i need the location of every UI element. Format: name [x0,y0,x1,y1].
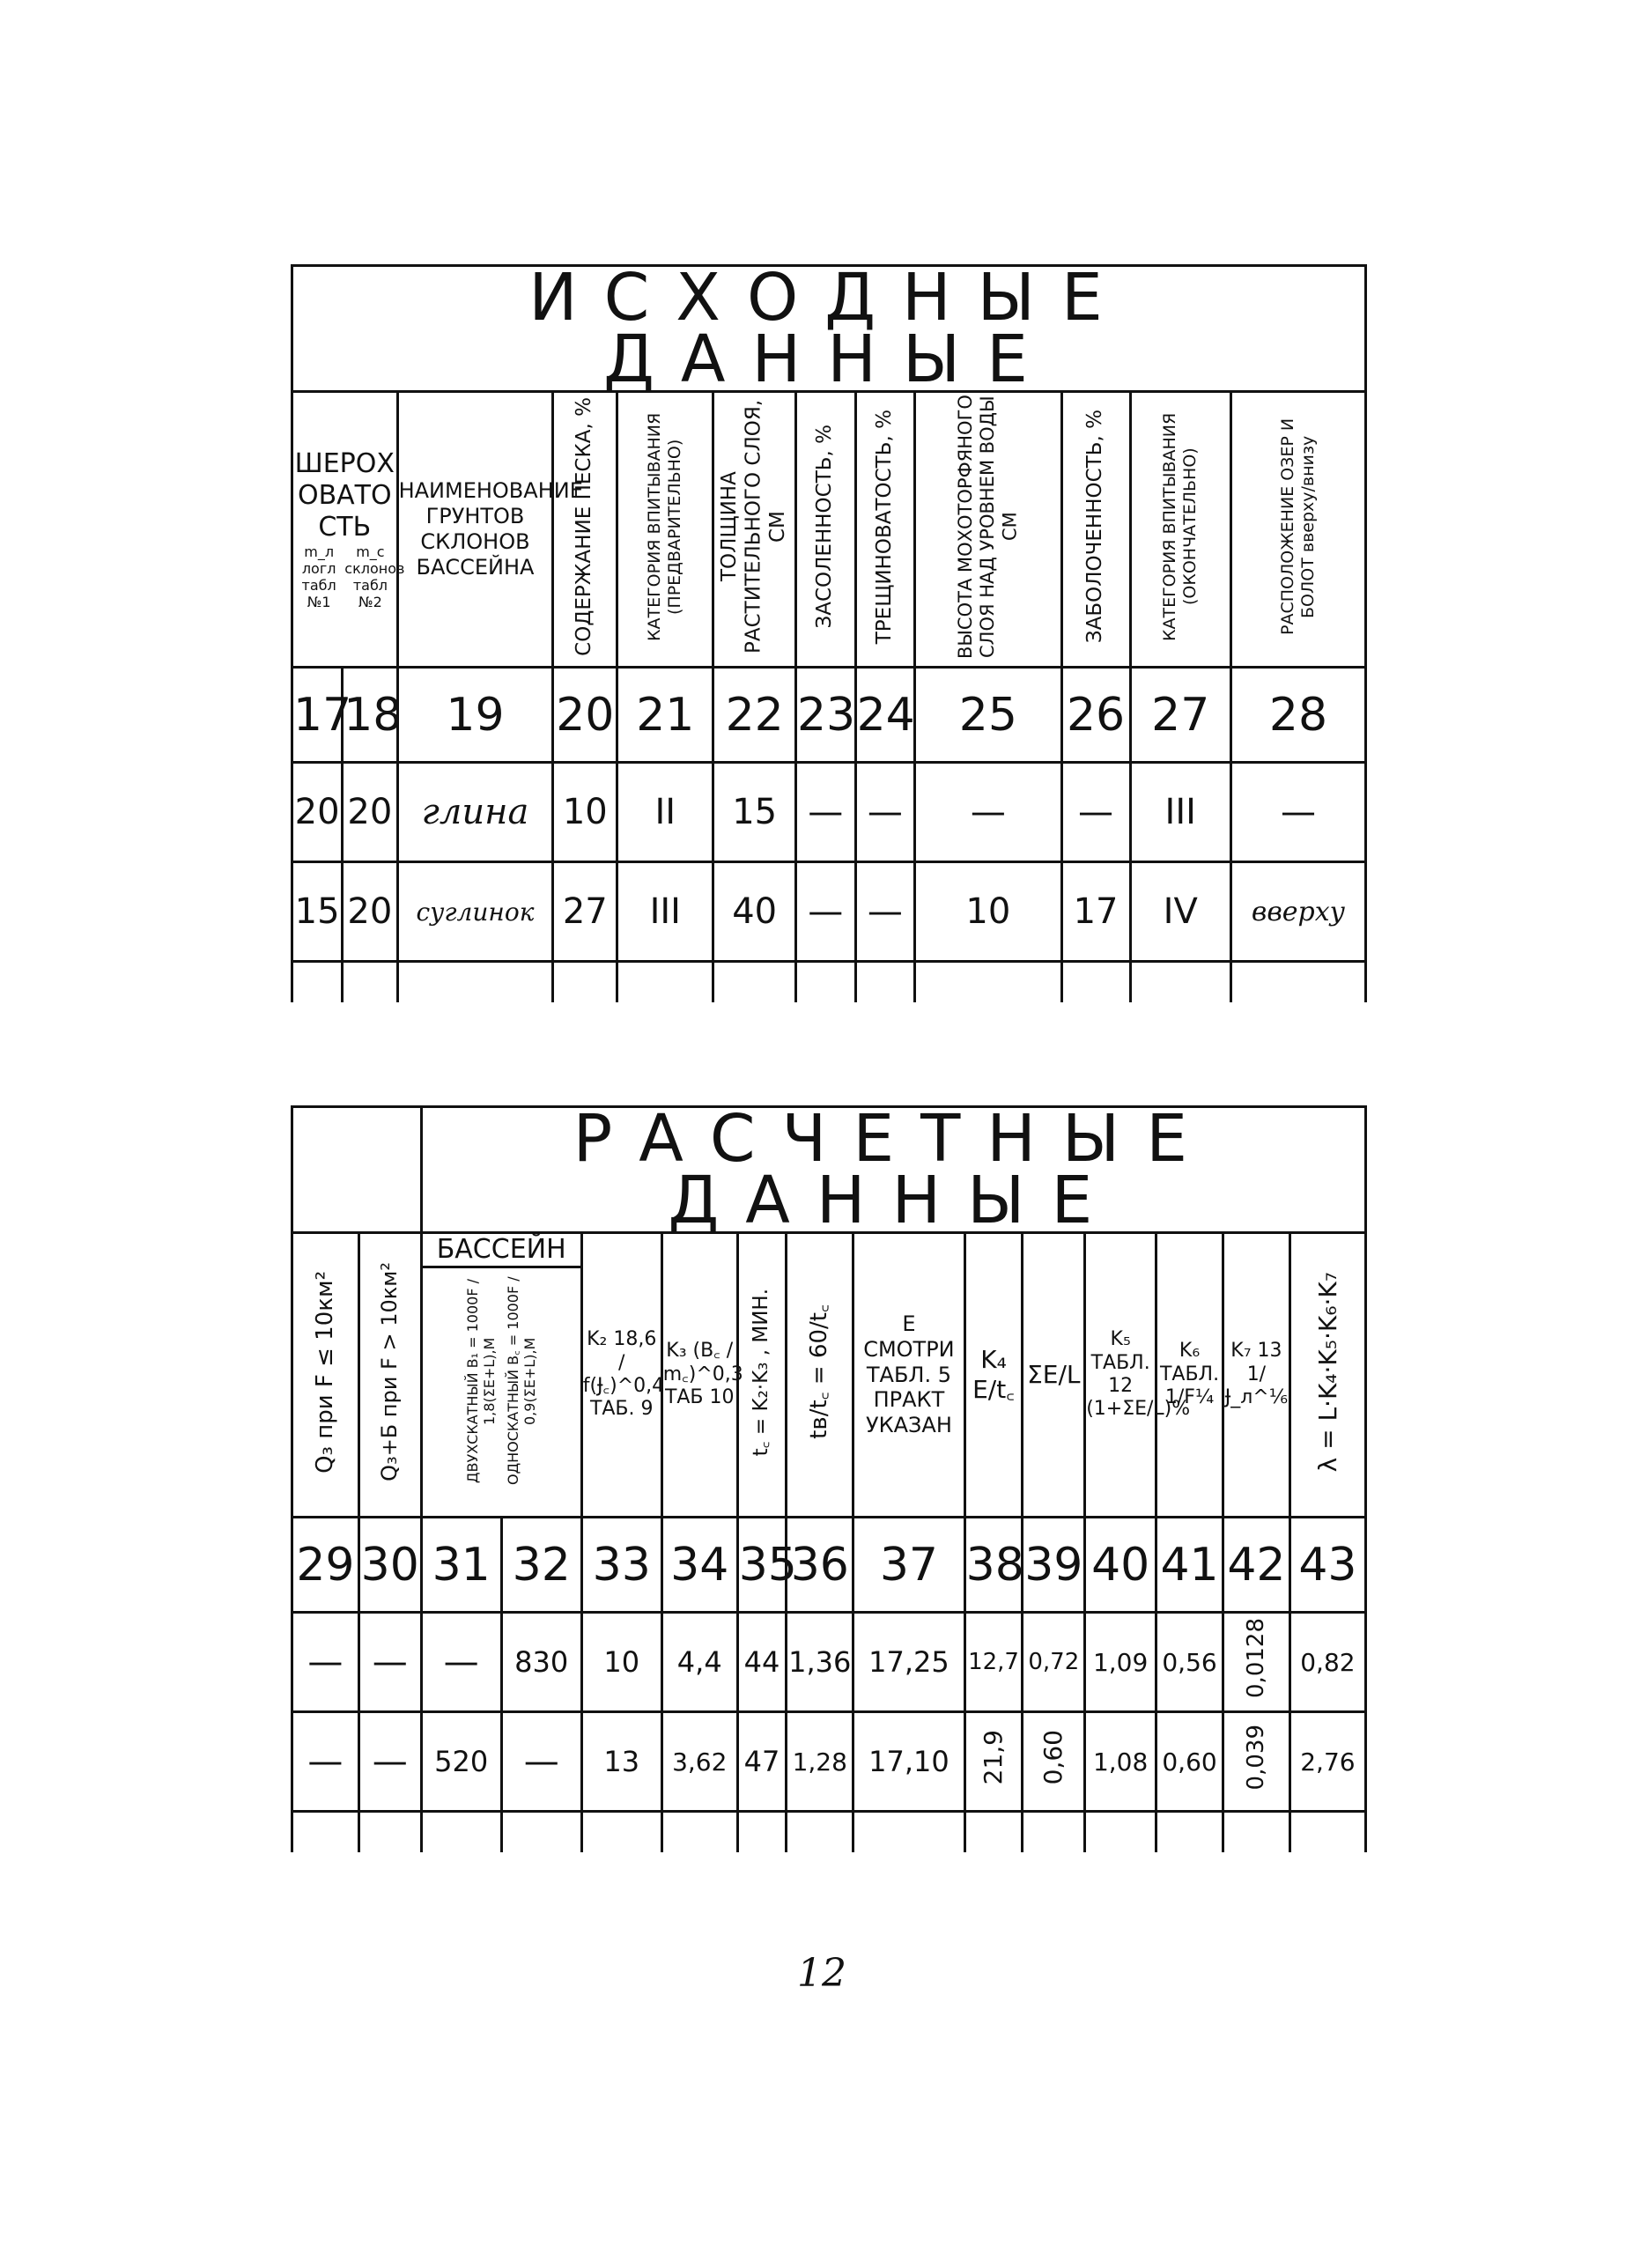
col-num: 20 [553,668,617,763]
col-num: 19 [397,668,553,763]
col-num: 31 [421,1518,501,1613]
cell: 3,62 [661,1712,737,1812]
cell: 1,36 [787,1613,853,1712]
col-num: 32 [501,1518,581,1613]
header-veg: ТОЛЩИНА РАСТИТЕЛЬНОГО СЛОЯ, СМ [713,392,796,668]
col-num: 22 [713,668,796,763]
header-basin [421,1233,581,1518]
cell: 17,25 [853,1613,964,1712]
header-c40: K₅ ТАБЛ. 12 (1+ΣE/L)% [1085,1233,1156,1518]
cell: суглинок [397,862,553,962]
header-sand: СОДЕРЖАНИЕ ПЕСКА, % [553,392,617,668]
cell: 15 [713,763,796,862]
header-c43: λ = L·K₄·K₅·K₆·K₇ [1289,1233,1365,1518]
header-c39: ΣE/L [1023,1233,1085,1518]
page-number: 12 [797,1951,846,1996]
cell: 1,08 [1085,1712,1156,1812]
col-num: 17 [292,668,343,763]
col-num: 18 [343,668,397,763]
cell: — [795,763,855,862]
col-num: 41 [1156,1518,1223,1613]
cell: — [421,1613,501,1712]
cell: 21,9 [964,1712,1023,1812]
table1-column-numbers [292,668,1366,763]
header-moss: ВЫСОТА МОХОТОРФЯНОГО СЛОЯ НАД УРОВНЕМ ВОДЫ СМ [915,392,1061,668]
col-num: 30 [358,1518,421,1613]
cell: 20 [343,763,397,862]
col-num: 23 [795,668,855,763]
cell: IV [1130,862,1230,962]
cell: 520 [421,1712,501,1812]
table2-column-numbers [292,1518,1366,1613]
cell: — [501,1712,581,1812]
cell: 12,7 [964,1613,1023,1712]
c31-label: ДВУХСКАТНЫЙ B₁ = 1000F / 1,8(ΣE+L),М [464,1279,499,1484]
cell: — [358,1712,421,1812]
col-num: 36 [787,1518,853,1613]
cell: — [795,862,855,962]
col-num: 26 [1061,668,1130,763]
cell: 10 [553,763,617,862]
table1-title: ИСХОДНЫЕ ДАННЫЕ [292,266,1366,392]
header-c36: tв/t꜀ = 60/t꜀ [787,1233,853,1518]
cell: — [1061,763,1130,862]
cell: III [1130,763,1230,862]
cell: вверху [1230,862,1365,962]
cell: 1,09 [1085,1613,1156,1712]
cell: 40 [713,862,796,962]
ml-label: m_л логл табл №1 [301,543,336,611]
cell: — [292,1712,359,1812]
cell: — [1230,763,1365,862]
col-num: 33 [581,1518,661,1613]
header-roughness [292,392,405,668]
calculated-data-table [291,1101,1367,1852]
c32-label: ОДНОСКАТНЫЙ B꜀ = 1000F / 0,9(ΣE+L),М [504,1276,538,1486]
header-c35: t꜀ = K₂·K₃ , МИН. [737,1233,787,1518]
col-num: 34 [661,1518,737,1613]
col-num: 40 [1085,1518,1156,1613]
header-c41: K₆ ТАБЛ. 1/F¼ [1156,1233,1223,1518]
cell: 0,72 [1023,1613,1085,1712]
cell: 0,60 [1023,1712,1085,1812]
table-row [292,1712,1366,1812]
cell: 4,4 [661,1613,737,1712]
cell: 10 [915,862,1061,962]
header-c42: K₇ 13 1/Ɉ_л^⅙ [1223,1233,1289,1518]
col-num: 35 [737,1518,787,1613]
cell: II [617,763,713,862]
roughness-label: ШЕРОХОВАТОСТЬ [294,447,395,543]
cell: 830 [501,1613,581,1712]
cell: 10 [581,1613,661,1712]
col-num: 28 [1230,668,1365,763]
table2-title: РАСЧЕТНЫЕ ДАННЫЕ [421,1107,1365,1233]
cell: 47 [737,1712,787,1812]
cell: — [358,1613,421,1712]
cell: 0,56 [1156,1613,1223,1712]
col-num: 27 [1130,668,1230,763]
cell: III [617,862,713,962]
col-num: 39 [1023,1518,1085,1613]
cell: глина [397,763,553,862]
cell: 44 [737,1613,787,1712]
mc-label: m_c склонов табл №2 [344,543,405,611]
cell: 0,60 [1156,1712,1223,1812]
cell: 20 [292,763,343,862]
cell: 2,76 [1289,1712,1365,1812]
cell: 17 [1061,862,1130,962]
col-num: 21 [617,668,713,763]
header-salin: ЗАСОЛЕННОСТЬ, % [795,392,855,668]
col-num: 43 [1289,1518,1365,1613]
table-row [292,862,1366,962]
header-c38: K₄ E/t꜀ [964,1233,1023,1518]
header-c29: Q₃ при F ≤ 10км² [292,1233,359,1518]
cell: 15 [292,862,343,962]
cell: 0,82 [1289,1613,1365,1712]
header-c34: K₃ (B꜀ / m꜀)^0,3 ТАБ 10 [661,1233,737,1518]
cell: — [855,862,915,962]
cell: 17,10 [853,1712,964,1812]
cell: 1,28 [787,1712,853,1812]
col-num: 24 [855,668,915,763]
col-num: 42 [1223,1518,1289,1613]
table-row [292,763,1366,862]
cell: — [292,1613,359,1712]
initial-data-table [291,260,1367,1002]
table-row-empty [292,962,1366,1003]
col-num: 38 [964,1518,1023,1613]
col-num: 29 [292,1518,359,1613]
header-absorb-fin: КАТЕГОРИЯ ВПИТЫВАНИЯ (ОКОНЧАТЕЛЬНО) [1130,392,1230,668]
col-num: 25 [915,668,1061,763]
cell: 0,0128 [1223,1613,1289,1712]
header-c30: Q₃+Б при F > 10км² [358,1233,421,1518]
header-lakes: РАСПОЛОЖЕНИЕ ОЗЕР И БОЛОТ вверху/внизу [1230,392,1365,668]
header-soil: НАИМЕНОВАНИЕ ГРУНТОВ СКЛОНОВ БАССЕЙНА [397,392,553,668]
header-c37: E СМОТРИ ТАБЛ. 5 ПРАКТ УКАЗАН [853,1233,964,1518]
cell: 0,039 [1223,1712,1289,1812]
cell: 20 [343,862,397,962]
header-c33: K₂ 18,6 / f(Ɉ꜀)^0,4 ТАБ. 9 [581,1233,661,1518]
cell: 13 [581,1712,661,1812]
header-swamp: ЗАБОЛОЧЕННОСТЬ, % [1061,392,1130,668]
table-row-empty [292,1812,1366,1853]
header-absorb-pre: КАТЕГОРИЯ ВПИТЫВАНИЯ (ПРЕДВАРИТЕЛЬНО) [617,392,713,668]
cell: — [915,763,1061,862]
col-num: 37 [853,1518,964,1613]
cell: — [855,763,915,862]
cell: 27 [553,862,617,962]
table-row [292,1613,1366,1712]
basin-label: БАССЕЙН [423,1234,580,1268]
header-crack: ТРЕЩИНОВАТОСТЬ, % [855,392,915,668]
